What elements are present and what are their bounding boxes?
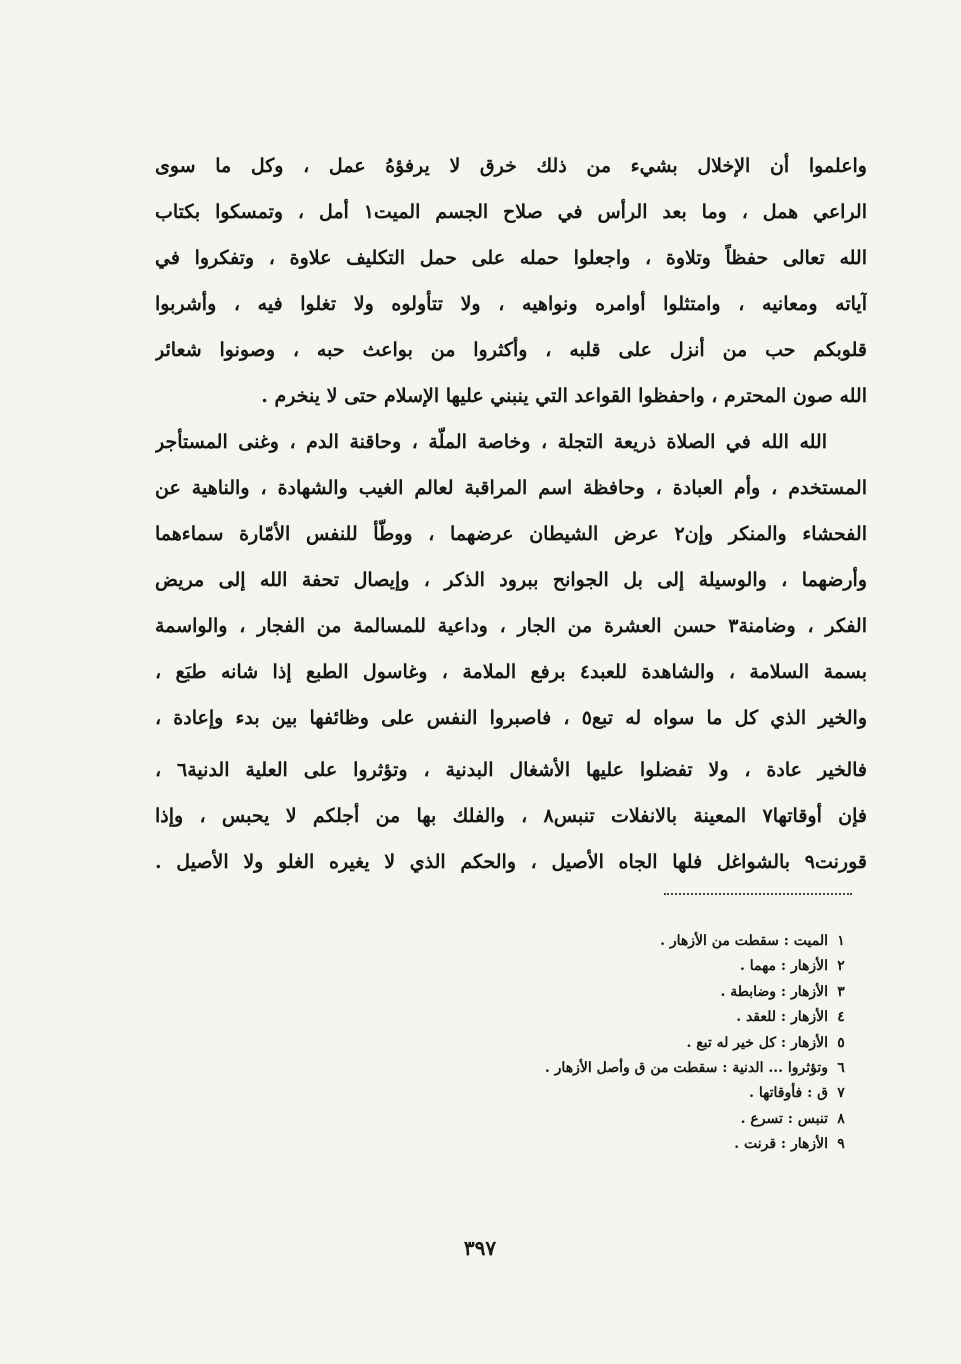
page-number: ٣٩٧	[463, 1236, 497, 1260]
footnote-number: ٩	[837, 1136, 845, 1153]
footnote-item	[400, 1107, 848, 1132]
footnote-number: ١	[837, 933, 845, 949]
footnote-number: ٨	[837, 1110, 845, 1127]
footnote-item	[400, 1132, 848, 1157]
footnote-text: الأزهار : كل خير له تبع .	[686, 1034, 828, 1051]
text-line: الله الله في الصلاة ذريعة التجلة ، وخاصة الملّة ، وحاقنة الدم ، وغنى المستأجر	[155, 431, 827, 453]
text-line: الفحشاء والمنكر وإن٢ عرض الشيطان عرضهما ، ووطّأ للنفس الأمّارة سماءهما	[155, 523, 867, 545]
footnote-item	[400, 954, 848, 979]
footnote-number: ٤	[837, 1009, 845, 1026]
footnote-text: ق : فأوقاتها .	[749, 1085, 828, 1102]
footnote-divider	[664, 893, 852, 895]
text-line: قورنت٩ بالشواغل فلها الجاه الأصيل ، والحكم الذي لا يغيره الغلو ولا الأصيل .	[155, 851, 867, 873]
footnotes	[400, 929, 848, 1158]
footnote-text: الأزهار : للعقد .	[736, 1009, 828, 1026]
footnote-item	[400, 1081, 848, 1106]
footnote-text: الأزهار : وضابطة .	[720, 983, 828, 1000]
text-line: فإن أوقاتها٧ المعينة بالانفلات تنبس٨ ، والفلك بها من أجلكم لا يحبس ، وإذا	[155, 805, 867, 827]
text-line: الله تعالى حفظاً وتلاوة ، واجعلوا حمله على حمل التكليف علاوة ، وتفكروا في	[155, 247, 867, 269]
footnote-text: وتؤثروا ... الدنية : سقطت من ق وأصل الأزهار .	[544, 1059, 828, 1076]
footnote-text: تنبس : تسرع .	[740, 1110, 828, 1127]
footnote-number: ٥	[837, 1034, 845, 1051]
text-line: الفكر ، وضامنة٣ حسن العشرة من الجار ، وداعية للمسالمة من الفجار ، والواسمة	[155, 615, 867, 637]
text-line: الله صون المحترم ، واحفظوا القواعد التي ينبني عليها الإسلام حتى لا ينخرم .	[261, 385, 867, 407]
text-line: والخير الذي كل ما سواه له تبع٥ ، فاصبروا النفس على وظائفها بين بدء وإعادة ،	[155, 707, 867, 729]
text-line: آياته ومعانيه ، وامتثلوا أوامره ونواهيه ، ولا تتأولوه ولا تغلوا فيه ، وأشربوا	[155, 293, 867, 315]
footnote-text: الميت : سقطت من الأزهار .	[660, 933, 828, 949]
main-text	[155, 143, 867, 885]
text-line: وأرضهما ، والوسيلة إلى بل الجوانح ببرود الذكر ، وإيصال تحفة الله إلى مريض	[155, 569, 867, 591]
footnote-item	[400, 1056, 848, 1081]
footnote-text: الأزهار : قرنت .	[734, 1136, 828, 1153]
text-line: الراعي همل ، وما بعد الرأس في صلاح الجسم الميت١ أمل ، وتمسكوا بكتاب	[155, 201, 867, 223]
text-line: واعلموا أن الإخلال بشيء من ذلك خرق لا يرفؤهُ عمل ، وكل ما سوى	[155, 155, 867, 177]
footnote-number: ٧	[837, 1085, 845, 1102]
text-line: المستخدم ، وأم العبادة ، وحافظة اسم المراقبة لعالم الغيب والشهادة ، والناهية عن	[155, 477, 867, 499]
text-line: فالخير عادة ، ولا تفضلوا عليها الأشغال البدنية ، وتؤثروا على العلية الدنية٦ ،	[155, 759, 867, 781]
footnote-number: ٦	[837, 1059, 845, 1076]
text-line: بسمة السلامة ، والشاهدة للعبد٤ برفع الملامة ، وغاسول الطبع إذا شانه طبَع ،	[155, 661, 867, 683]
footnote-number: ٢	[837, 958, 845, 975]
footnote-number: ٣	[837, 983, 845, 1000]
footnote-item	[400, 929, 848, 954]
text-line: قلوبكم حب من أنزل على قلبه ، وأكثروا من بواعث حبه ، وصونوا شعائر	[155, 339, 867, 361]
footnote-item	[400, 1031, 848, 1056]
footnote-item	[400, 1005, 848, 1030]
footnote-item	[400, 980, 848, 1005]
footnote-text: الأزهار : مهما .	[739, 958, 828, 975]
